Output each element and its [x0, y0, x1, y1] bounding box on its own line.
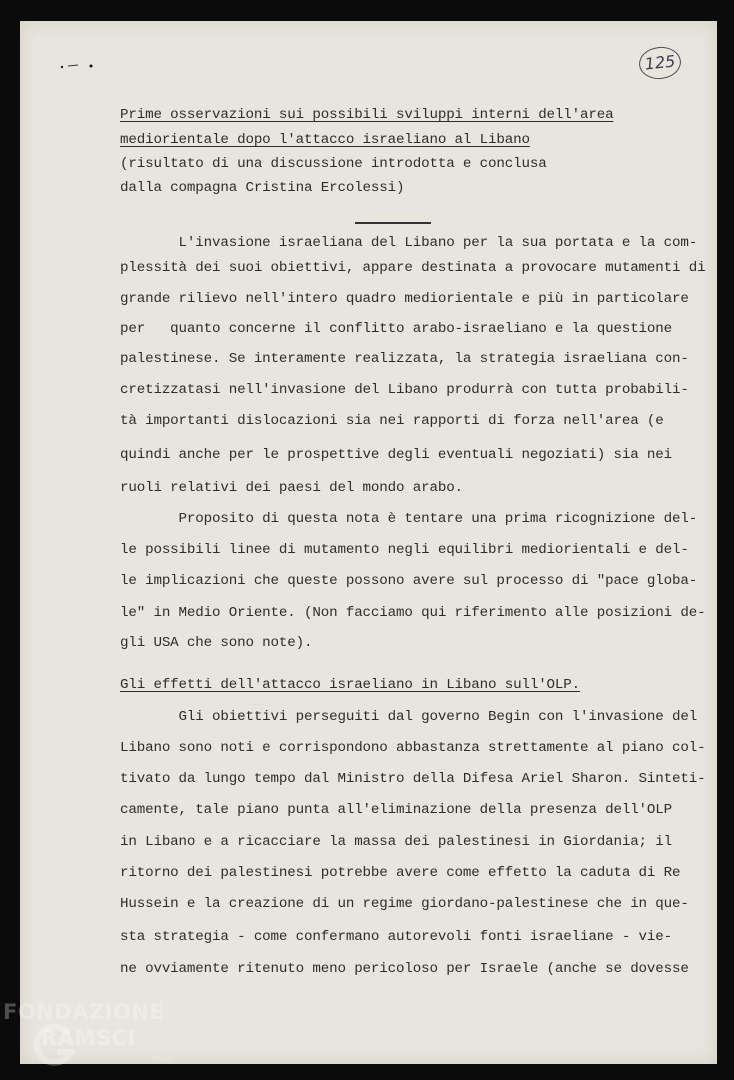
watermark-line-1: FONDAZIONE [3, 1000, 165, 1024]
title-line-1: Prime osservazioni sui possibili sviluppi interni dell'area [120, 107, 614, 123]
text-line: le implicazioni che queste possono avere sul processo di "pace globa- [120, 573, 698, 589]
text-line: Gli obiettivi perseguiti dal governo Begin con l'invasione del [120, 709, 698, 725]
text-line: in Libano e a ricacciare la massa dei palestinesi in Giordania; il [120, 834, 673, 850]
text-line: quindi anche per le prospettive degli eventuali negoziati) sia nei [120, 447, 673, 463]
subtitle-line-1: (risultato di una discussione introdotta e conclusa [120, 156, 547, 172]
text-line: ritorno dei palestinesi potrebbe avere come effetto la caduta di Re [120, 865, 681, 881]
separator-rule [355, 222, 431, 224]
text-line: tà importanti dislocazioni sia nei rapporti di forza nell'area (e [120, 413, 664, 429]
text-line: le" in Medio Oriente. (Non facciamo qui riferimento alle posizioni de- [120, 605, 706, 621]
watermark-line-2: RAMSCI [41, 1026, 136, 1050]
section-heading: Gli effetti dell'attacco israeliano in Libano sull'OLP. [120, 677, 581, 693]
text-line: cretizzatasi nell'invasione del Libano produrrà con tutta probabili- [120, 382, 689, 398]
subtitle-line-2: dalla compagna Cristina Ercolessi) [120, 180, 405, 196]
text-line: plessità dei suoi obiettivi, appare destinata a provocare mutamenti di [120, 260, 706, 276]
text-line: per quanto concerne il conflitto arabo-israeliano e la questione [120, 321, 673, 337]
text-line: ruoli relativi dei paesi del mondo arabo. [120, 480, 463, 496]
text-line: ne ovviamente ritenuto meno pericoloso per Israele (anche se dovesse [120, 961, 689, 977]
text-line: Libano sono noti e corrispondono abbastanza strettamente al piano col- [120, 740, 706, 756]
text-line: grande rilievo nell'intero quadro mediorientale e più in particolare [120, 291, 689, 307]
text-line: gli USA che sono note). [120, 635, 313, 651]
fondazione-gramsci-watermark [3, 1000, 183, 1080]
text-line: palestinese. Se interamente realizzata, la strategia israeliana con- [120, 351, 689, 367]
text-line: le possibili linee di mutamento negli equilibri mediorientali e del- [120, 542, 689, 558]
text-line: tivato da lungo tempo dal Ministro della Difesa Ariel Sharon. Sinteti- [120, 771, 706, 787]
title-line-2: mediorientale dopo l'attacco israeliano al Libano [120, 132, 530, 148]
text-line: camente, tale piano punta all'eliminazione della presenza dell'OLP [120, 802, 673, 818]
text-line: Hussein e la creazione di un regime giordano-palestinese che in que- [120, 896, 689, 912]
text-line: Proposito di questa nota è tentare una prima ricognizione del- [120, 511, 698, 527]
ink-marks [58, 61, 98, 71]
text-line: L'invasione israeliana del Libano per la sua portata e la com- [120, 235, 698, 251]
text-line: sta strategia - come confermano autorevoli fonti israeliane - vie- [120, 929, 673, 945]
watermark-suffix: onlus [151, 1054, 173, 1063]
page-number: 125 [637, 45, 682, 81]
